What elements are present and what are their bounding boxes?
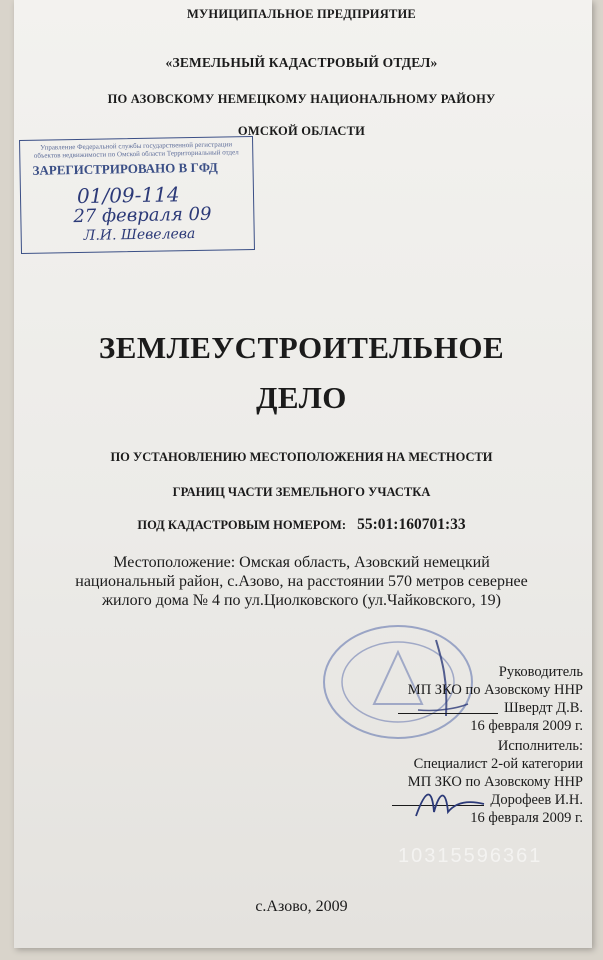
executor-position: Специалист 2-ой категории xyxy=(413,756,583,772)
title-line-2: ДЕЛО xyxy=(256,380,347,415)
head-name-text: Швердт Д.В. xyxy=(503,700,583,716)
stamp-reg-date: 27 февраля 09 xyxy=(73,203,212,228)
round-seal xyxy=(318,620,478,740)
location-line-2: национальный район, с.Азово, на расстоянии 570 метров севернее xyxy=(75,573,528,590)
executor-org: МП ЗКО по Азовскому ННР xyxy=(407,774,583,790)
head-signature-line xyxy=(398,713,498,714)
stamp-org-text: Управление Федеральной службы государственной регистрации объектов недвижимости по Омской области Территориальный отдел xyxy=(33,140,239,160)
head-name xyxy=(398,699,583,717)
stamp-signer: Л.И. Шевелева xyxy=(83,225,196,244)
header-line-3: ПО АЗОВСКОМУ НЕМЕЦКОМУ НАЦИОНАЛЬНОМУ РАЙОНУ xyxy=(107,92,496,106)
registration-stamp xyxy=(19,136,255,254)
header-line-1: МУНИЦИПАЛЬНОЕ ПРЕДПРИЯТИЕ xyxy=(187,7,416,21)
subtitle-line-2: ГРАНИЦ ЧАСТИ ЗЕМЕЛЬНОГО УЧАСТКА xyxy=(172,485,431,499)
cadastral-number: 55:01:160701:33 xyxy=(357,516,466,533)
header-line-2: «ЗЕМЕЛЬНЫЙ КАДАСТРОВЫЙ ОТДЕЛ» xyxy=(165,55,438,70)
subtitle-line-1: ПО УСТАНОВЛЕНИЮ МЕСТОПОЛОЖЕНИЯ НА МЕСТНОСТИ xyxy=(110,450,493,464)
head-org: МП ЗКО по Азовскому ННР xyxy=(407,682,583,698)
cadastral-line xyxy=(0,516,603,534)
cadastral-label: ПОД КАДАСТРОВЫМ НОМЕРОМ: xyxy=(137,518,347,532)
location-line-1: Местоположение: Омская область, Азовский немецкий xyxy=(113,554,490,571)
head-date: 16 февраля 2009 г. xyxy=(470,718,583,734)
executor-date: 16 февраля 2009 г. xyxy=(470,810,583,826)
stamp-reg-number: 01/09-114 xyxy=(76,182,180,209)
executor-name-text: Дорофеев И.Н. xyxy=(490,792,583,808)
footer-place-year: с.Азово, 2009 xyxy=(255,898,348,915)
watermark: 10315596361 xyxy=(398,845,543,867)
header-line-4: ОМСКОЙ ОБЛАСТИ xyxy=(237,124,366,138)
executor-role: Исполнитель: xyxy=(497,738,583,754)
executor-signature xyxy=(410,782,490,822)
head-role: Руководитель xyxy=(498,664,583,680)
location-line-3: жилого дома № 4 по ул.Циолковского (ул.Чайковского, 19) xyxy=(101,592,501,609)
title-line-1: ЗЕМЛЕУСТРОИТЕЛЬНОЕ xyxy=(98,330,505,365)
stamp-registered-label: ЗАРЕГИСТРИРОВАНО В ГФД xyxy=(32,159,218,178)
